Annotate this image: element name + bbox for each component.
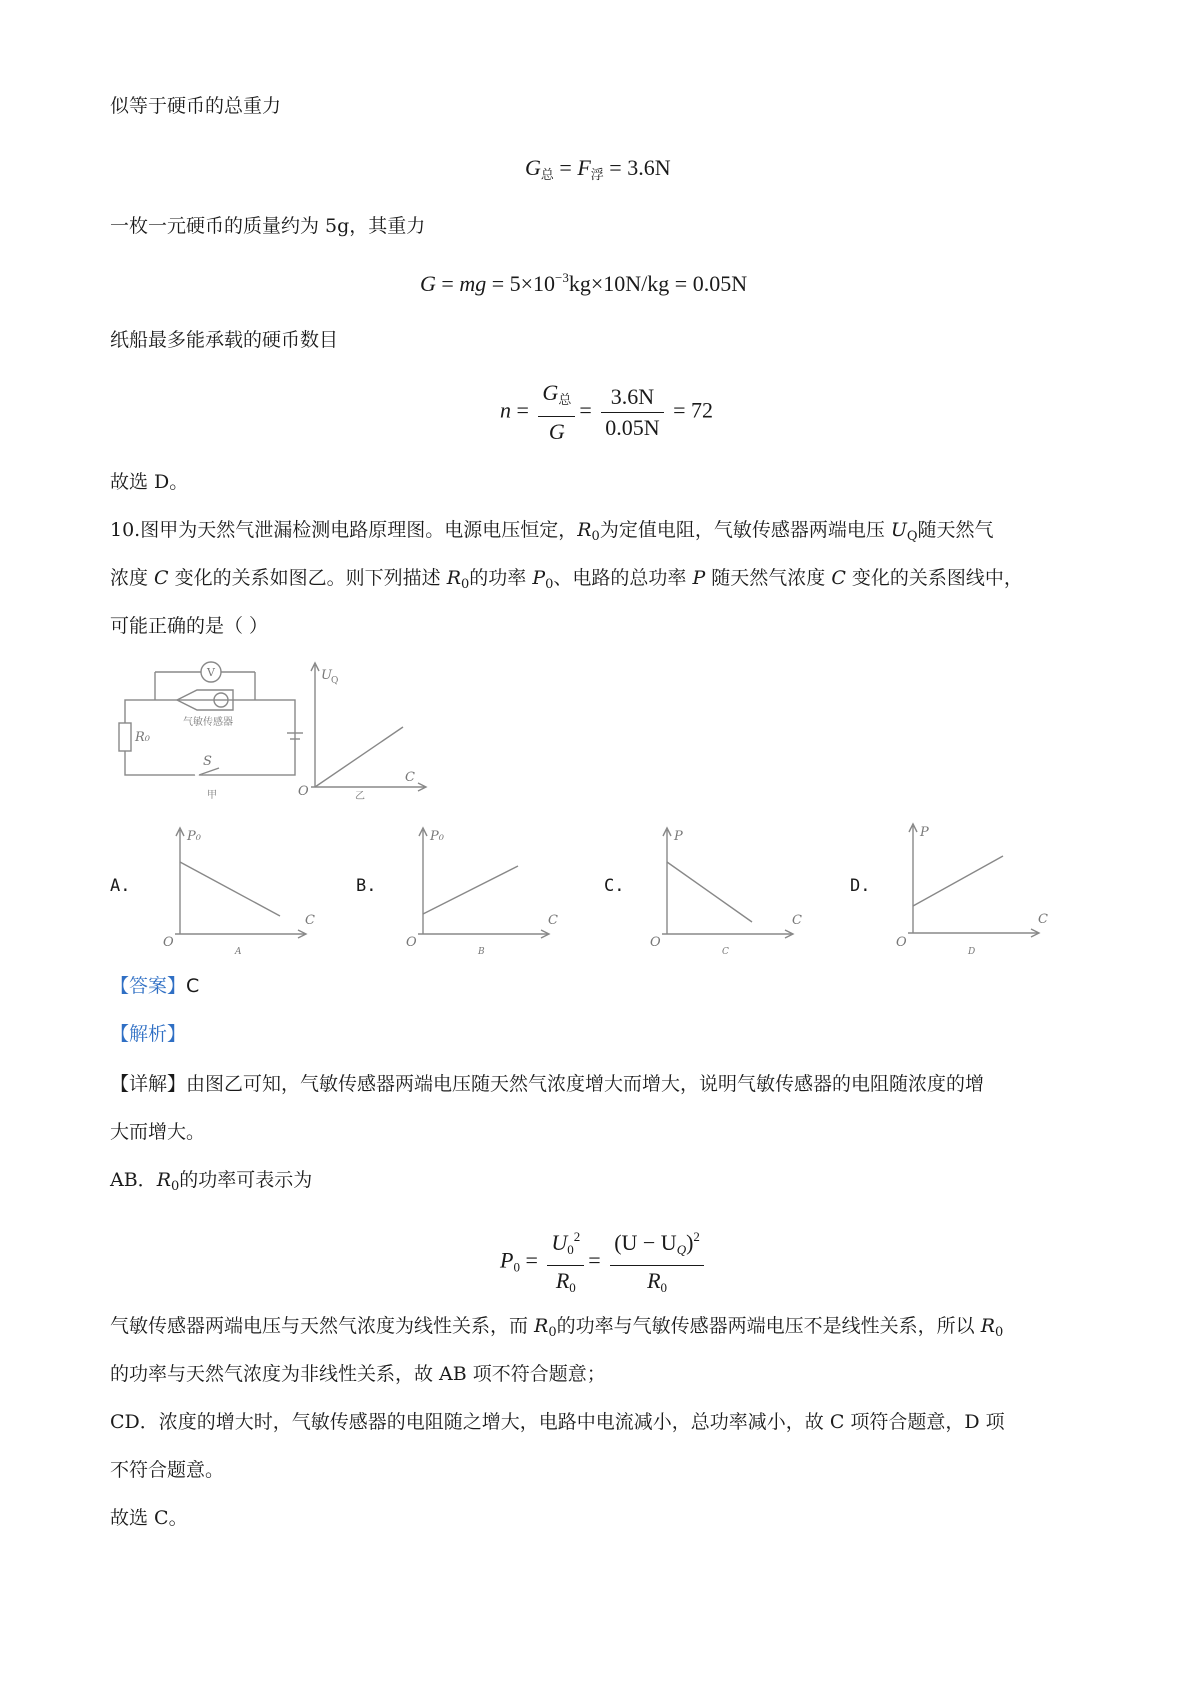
question-10-line-2: 浓度 C 变化的关系如图乙。则下列描述 $R_0$的功率 $P_0$、电路的总功率 P 随天然气浓度 C 变化的关系图线中， [110,567,1023,592]
option-c-origin: O [650,935,661,950]
option-c-caption: C [722,947,729,957]
analysis-tag: 【解析】 [110,1023,187,1045]
sensor-label: 气敏传感器 [183,717,233,728]
resistor-label: R₀ [135,730,150,745]
answer-line [110,972,199,1000]
option-c-label: C. [604,876,625,896]
option-a-caption: A [235,947,242,957]
final-answer-line: 故选 C。 [110,1507,188,1529]
equation-r0-power: $P_0$ = $\frac{U_0^2}{R_0}$ = $\frac{(U - U_Q)^2}{R_0}$ [500,1222,708,1303]
circuit-and-graph-figure [115,655,435,800]
option-d-graph [888,818,1058,958]
graph-x-label: C [405,770,415,785]
text-line-4: 故选 D。 [110,471,189,493]
option-a-y-label: P₀ [187,829,201,844]
voltmeter-label: V [207,666,215,679]
cd-line-2: 不符合题意。 [110,1459,225,1481]
option-c-y-label: P [674,829,683,844]
equation-total-weight: $G_总 = F_浮 = 3.6N$ [525,155,671,183]
option-b-y-label: P₀ [430,829,444,844]
option-b-origin: O [406,935,417,950]
caption-jia: 甲 [207,790,217,800]
question-10-line-3: 可能正确的是（ ） [110,615,269,637]
option-d-label: D. [850,876,871,896]
ab-line: AB．$R_0$的功率可表示为 [110,1169,313,1194]
text-line-2: 一枚一元硬币的质量约为 5g，其重力 [110,215,426,237]
detail-line-2: 大而增大。 [110,1121,206,1143]
option-b-label: B. [356,876,377,896]
answer-value: C [186,975,200,997]
switch-label: S [203,754,212,769]
option-d-x-label: C [1038,912,1048,927]
option-b-graph [398,822,568,957]
option-b-x-label: C [548,913,558,928]
answer-tag: 【答案】 [110,975,187,997]
option-a-graph [155,822,325,957]
question-10-line-1: 10.图甲为天然气泄漏检测电路原理图。电源电压恒定，$R_0$为定值电阻，气敏传感器两端电压 $U_Q$随天然气 [110,519,994,544]
option-a-origin: O [163,935,174,950]
cd-line-1: CD．浓度的增大时，气敏传感器的电阻随之增大，电路中电流减小，总功率减小，故 C 项符合题意，D 项 [110,1411,1005,1433]
graph-y-sub: Q [331,676,339,686]
option-c-graph [642,822,812,957]
explanation-line-2: 的功率与天然气浓度为非线性关系，故 AB 项不符合题意； [110,1363,606,1385]
option-d-origin: O [896,935,907,950]
detail-line-1: 【详解】由图乙可知，气敏传感器两端电压随天然气浓度增大而增大，说明气敏传感器的电阻随浓度的增 [110,1073,985,1095]
text-line-3: 纸船最多能承载的硬币数目 [110,329,339,351]
option-d-y-label: P [920,825,929,840]
option-b-caption: B [478,947,485,957]
graph-origin: O [298,784,309,799]
option-a-x-label: C [305,913,315,928]
text-line-1: 似等于硬币的总重力 [110,95,282,117]
option-c-x-label: C [792,913,802,928]
graph-y-label: U [321,668,332,683]
equation-coin-count: n = $\frac{G_总}{G}$ = $\frac{3.6N}{0.05N}$ = 72 [500,380,714,444]
option-d-caption: D [968,947,976,957]
explanation-line-1: 气敏传感器两端电压与天然气浓度为线性关系，而 $R_0$的功率与气敏传感器两端电压不是线性关系，所以 $R_0$ [110,1315,1004,1340]
equation-coin-weight: G = mg = $5\times 10^{-3}kg\times 10N/kg = 0.05N$ [420,270,748,296]
caption-yi: 乙 [355,791,365,800]
option-a-label: A. [110,876,131,896]
